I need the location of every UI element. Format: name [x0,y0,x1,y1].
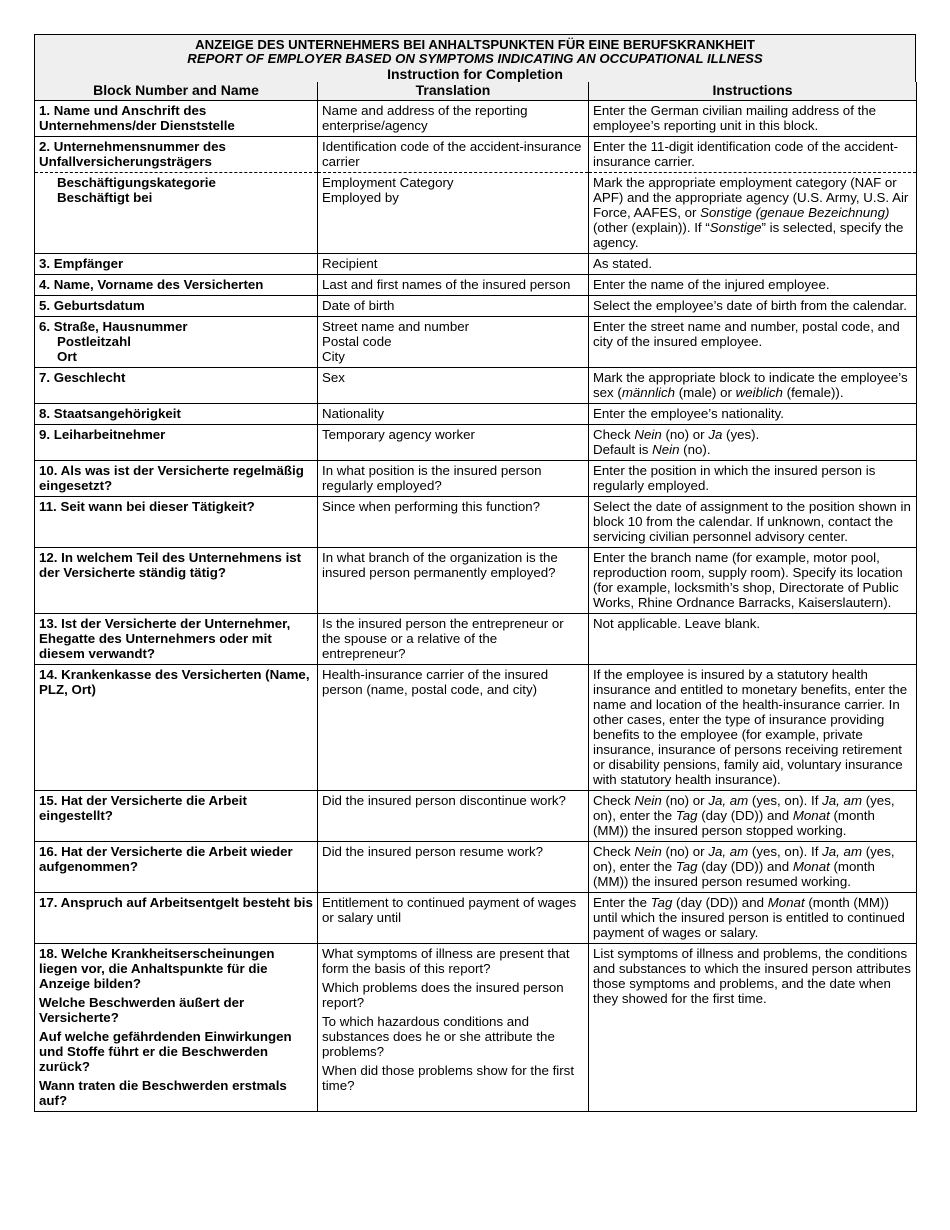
instructions-cell: Mark the appropriate employment category (NAF or APF) and the appropriate agency (U.S. Army, U.S. Air Force, AAFES, or Sonstige (genaue Bezeichnung) (other (explain)). If “Sonstige” is selected, specify the agency. [589,173,917,254]
instructions-cell: Select the date of assignment to the position shown in block 10 from the calendar. If unknown, contact the servicing civilian personnel advisory center. [589,497,917,548]
block-name-text: 7. Geschlecht [39,370,126,385]
column-header-translation: Translation [318,82,589,101]
translation-cell [318,497,589,548]
instructions-cell: Enter the name of the injured employee. [589,275,917,296]
instructions-cell: As stated. [589,254,917,275]
block-name-text: 8. Staatsangehörigkeit [39,406,181,421]
table-row [35,944,917,1112]
block-name-cell [35,317,318,368]
table-row [35,614,917,665]
translation-cell [318,461,589,497]
block-name-text: 13. Ist der Versicherte der Unternehmer, Ehegatte des Unternehmers oder mit diesem verwandt? [39,616,291,661]
title-german: ANZEIGE DES UNTERNEHMERS BEI ANHALTSPUNKTEN FÜR EINE BERUFSKRANKHEIT [195,37,755,52]
table-row [35,296,917,317]
block-name-text: 5. Geburtsdatum [39,298,145,313]
instructions-cell: Enter the branch name (for example, motor pool, reproduction room, supply room). Specify its location (for example, locksmith’s shop, Directorate of Public Works, Rhine Ordnance Barracks, Kaiserslautern). [589,548,917,614]
block-name-text: 3. Empfänger [39,256,124,271]
table-row [35,497,917,548]
translation-text: Which problems does the insured person report? [322,980,564,1010]
block-name-text: 1. Name und Anschrift des Unternehmens/der Dienststelle [39,103,235,133]
translation-cell [318,275,589,296]
translation-cell [318,548,589,614]
table-row [35,254,917,275]
translation-text: To which hazardous conditions and substances does he or she attribute the problems? [322,1014,555,1059]
table-row [35,548,917,614]
block-name-text: Beschäftigungskategorie [57,175,216,190]
translation-text: Employment Category [322,175,454,190]
table-row [35,173,917,254]
translation-text: Last and first names of the insured person [322,277,571,292]
translation-text: Since when performing this function? [322,499,541,514]
translation-cell [318,296,589,317]
block-name-cell [35,791,318,842]
block-name-text: 11. Seit wann bei dieser Tätigkeit? [39,499,255,514]
translation-cell [318,665,589,791]
translation-text: Is the insured person the entrepreneur or the spouse or a relative of the entrepreneur? [322,616,564,661]
block-name-text: Wann traten die Beschwerden erstmals auf? [39,1078,287,1108]
translation-text: Street name and number [322,319,470,334]
translation-text: Temporary agency worker [322,427,475,442]
document-header [34,34,916,82]
translation-cell [318,317,589,368]
table-row [35,368,917,404]
translation-text: Employed by [322,190,399,205]
column-header-block: Block Number and Name [35,82,318,101]
block-name-text: 2. Unternehmensnummer des Unfallversicherungsträgers [39,139,226,169]
block-name-cell [35,173,318,254]
block-name-text: 12. In welchem Teil des Unternehmens ist der Versicherte ständig tätig? [39,550,302,580]
column-header-instructions: Instructions [589,82,917,101]
block-name-cell [35,296,318,317]
translation-text: Health-insurance carrier of the insured person (name, postal code, and city) [322,667,549,697]
translation-text: Did the insured person resume work? [322,844,543,859]
table-row [35,791,917,842]
block-name-text: 18. Welche Krankheitserscheinungen liegen vor, die Anhaltspunkte für die Anzeige bilden? [39,946,275,991]
block-name-text: 16. Hat der Versicherte die Arbeit wieder aufgenommen? [39,844,293,874]
instructions-cell: Enter the employee’s nationality. [589,404,917,425]
table-header-row [35,82,917,101]
table-row [35,893,917,944]
block-name-text: Welche Beschwerden äußert der Versicherte? [39,995,245,1025]
block-name-text: 9. Leiharbeitnehmer [39,427,166,442]
block-name-cell [35,497,318,548]
instructions-cell: Check Nein (no) or Ja (yes). Default is Nein (no). [589,425,917,461]
block-name-cell [35,404,318,425]
instruction-table [34,82,917,1112]
instructions-cell: Enter the German civilian mailing address of the employee’s reporting unit in this block. [589,101,917,137]
block-name-cell [35,842,318,893]
table-row [35,275,917,296]
translation-cell [318,368,589,404]
block-name-cell [35,893,318,944]
block-name-cell [35,101,318,137]
instruction-sheet [34,34,916,1112]
title-english: REPORT OF EMPLOYER BASED ON SYMPTOMS INDICATING AN OCCUPATIONAL ILLNESS [187,51,763,66]
block-name-text: 15. Hat der Versicherte die Arbeit eingestellt? [39,793,247,823]
block-name-cell [35,944,318,1112]
table-row [35,425,917,461]
block-name-text: Postleitzahl [57,334,131,349]
block-name-text: 6. Straße, Hausnummer [39,319,188,334]
translation-cell [318,173,589,254]
translation-text: In what position is the insured person regularly employed? [322,463,542,493]
subtitle: Instruction for Completion [387,66,563,82]
block-name-text: 14. Krankenkasse des Versicherten (Name, PLZ, Ort) [39,667,310,697]
translation-text: Did the insured person discontinue work? [322,793,566,808]
translation-text: Postal code [322,334,392,349]
instructions-cell: List symptoms of illness and problems, the conditions and substances to which the insured person attributes those symptoms and problems, and the date when they showed for the first time. [589,944,917,1112]
instructions-cell: Check Nein (no) or Ja, am (yes, on). If Ja, am (yes, on), enter the Tag (day (DD)) and Monat (month (MM)) the insured person stopped working. [589,791,917,842]
translation-text: Sex [322,370,345,385]
table-row [35,665,917,791]
block-name-text: 17. Anspruch auf Arbeitsentgelt besteht bis [39,895,313,910]
translation-cell [318,425,589,461]
instructions-cell: If the employee is insured by a statutory health insurance and entitled to monetary benefits, enter the name and location of the health-insurance carrier. In other cases, enter the type of insurance providing benefits to the employee (for example, private insurance, insurance of persons receiving retirement or disability pensions, family aid, voluntary insurance with statutory health insurance). [589,665,917,791]
block-name-cell [35,275,318,296]
table-row [35,317,917,368]
translation-text: Name and address of the reporting enterprise/agency [322,103,528,133]
block-name-cell [35,548,318,614]
block-name-text: 4. Name, Vorname des Versicherten [39,277,264,292]
translation-cell [318,893,589,944]
block-name-cell [35,461,318,497]
translation-text: Recipient [322,256,378,271]
translation-text: In what branch of the organization is the insured person permanently employed? [322,550,558,580]
translation-cell [318,944,589,1112]
block-name-cell [35,254,318,275]
instructions-cell: Mark the appropriate block to indicate the employee’s sex (männlich (male) or weiblich (female)). [589,368,917,404]
block-name-cell [35,665,318,791]
table-row [35,137,917,173]
block-name-text: Auf welche gefährdenden Einwirkungen und Stoffe führt er die Beschwerden zurück? [39,1029,292,1074]
block-name-text: Ort [57,349,77,364]
instructions-cell: Select the employee’s date of birth from the calendar. [589,296,917,317]
instructions-cell: Not applicable. Leave blank. [589,614,917,665]
instructions-cell: Enter the Tag (day (DD)) and Monat (month (MM)) until which the insured person is entitled to continued payment of wages or salary. [589,893,917,944]
translation-text: What symptoms of illness are present that form the basis of this report? [322,946,570,976]
instructions-cell: Enter the 11-digit identification code of the accident-insurance carrier. [589,137,917,173]
block-name-cell [35,137,318,173]
translation-text: When did those problems show for the first time? [322,1063,575,1093]
translation-text: Date of birth [322,298,395,313]
block-name-cell [35,368,318,404]
translation-cell [318,842,589,893]
translation-text: Entitlement to continued payment of wages or salary until [322,895,577,925]
table-row [35,101,917,137]
translation-text: Nationality [322,406,385,421]
instructions-cell: Check Nein (no) or Ja, am (yes, on). If Ja, am (yes, on), enter the Tag (day (DD)) and Monat (month (MM)) the insured person resumed working. [589,842,917,893]
translation-cell [318,404,589,425]
block-name-text: Beschäftigt bei [57,190,153,205]
translation-text: Identification code of the accident-insurance carrier [322,139,582,169]
block-name-cell [35,614,318,665]
translation-cell [318,614,589,665]
table-row [35,461,917,497]
translation-cell [318,137,589,173]
instructions-cell: Enter the street name and number, postal code, and city of the insured employee. [589,317,917,368]
block-name-cell [35,425,318,461]
translation-cell [318,791,589,842]
translation-cell [318,254,589,275]
table-row [35,404,917,425]
translation-cell [318,101,589,137]
instructions-cell: Enter the position in which the insured person is regularly employed. [589,461,917,497]
block-name-text: 10. Als was ist der Versicherte regelmäßig eingesetzt? [39,463,304,493]
translation-text: City [322,349,345,364]
table-row [35,842,917,893]
